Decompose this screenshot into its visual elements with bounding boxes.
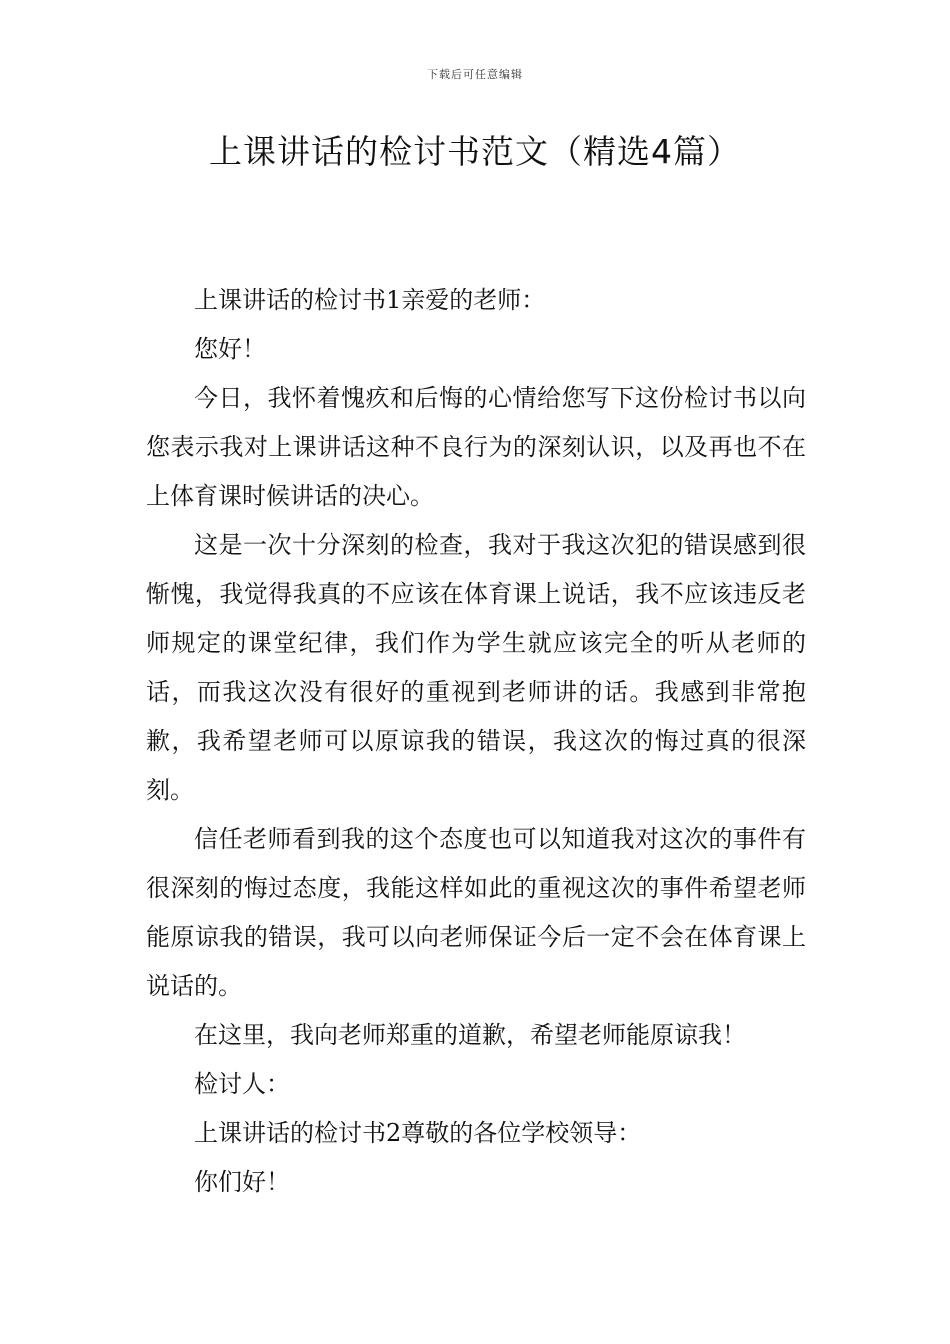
paragraph-letter-2-heading: 上课讲话的检讨书2尊敬的各位学校领导： bbox=[194, 1119, 642, 1147]
paragraph-signature: 检讨人： bbox=[194, 1070, 290, 1098]
paragraph-greeting-2: 你们好！ bbox=[194, 1168, 290, 1196]
paragraph-body-2: 这是一次十分深刻的检查，我对于我这次犯的错误感到很惭愧，我觉得我真的不应该在体育课上说话，我不应该违反老师规定的课堂纪律，我们作为学生就应该完全的听从老师的话，而我这次没有很好的重视到老师讲的话。我感到非常抱歉，我希望老师可以原谅我的错误，我这次的悔过真的很深刻。 bbox=[146, 531, 806, 804]
paragraph-body-3: 信任老师看到我的这个态度也可以知道我对这次的事件有很深刻的悔过态度，我能这样如此的重视这次的事件希望老师能原谅我的错误，我可以向老师保证今后一定不会在体育课上说话的。 bbox=[146, 825, 806, 1000]
paragraph-body-1: 今日，我怀着愧疚和后悔的心情给您写下这份检讨书以向您表示我对上课讲话这种不良行为的深刻认识，以及再也不在上体育课时候讲话的决心。 bbox=[146, 384, 806, 510]
paragraph-letter-1-heading: 上课讲话的检讨书1亲爱的老师： bbox=[194, 286, 546, 314]
paragraph-greeting-1: 您好！ bbox=[194, 335, 266, 363]
document-title: 上课讲话的检讨书范文（精选4篇） bbox=[209, 132, 741, 171]
document-body bbox=[146, 276, 806, 1207]
header-note: 下载后可任意编辑 bbox=[427, 68, 523, 81]
paragraph-apology: 在这里，我向老师郑重的道歉，希望老师能原谅我！ bbox=[194, 1021, 746, 1049]
